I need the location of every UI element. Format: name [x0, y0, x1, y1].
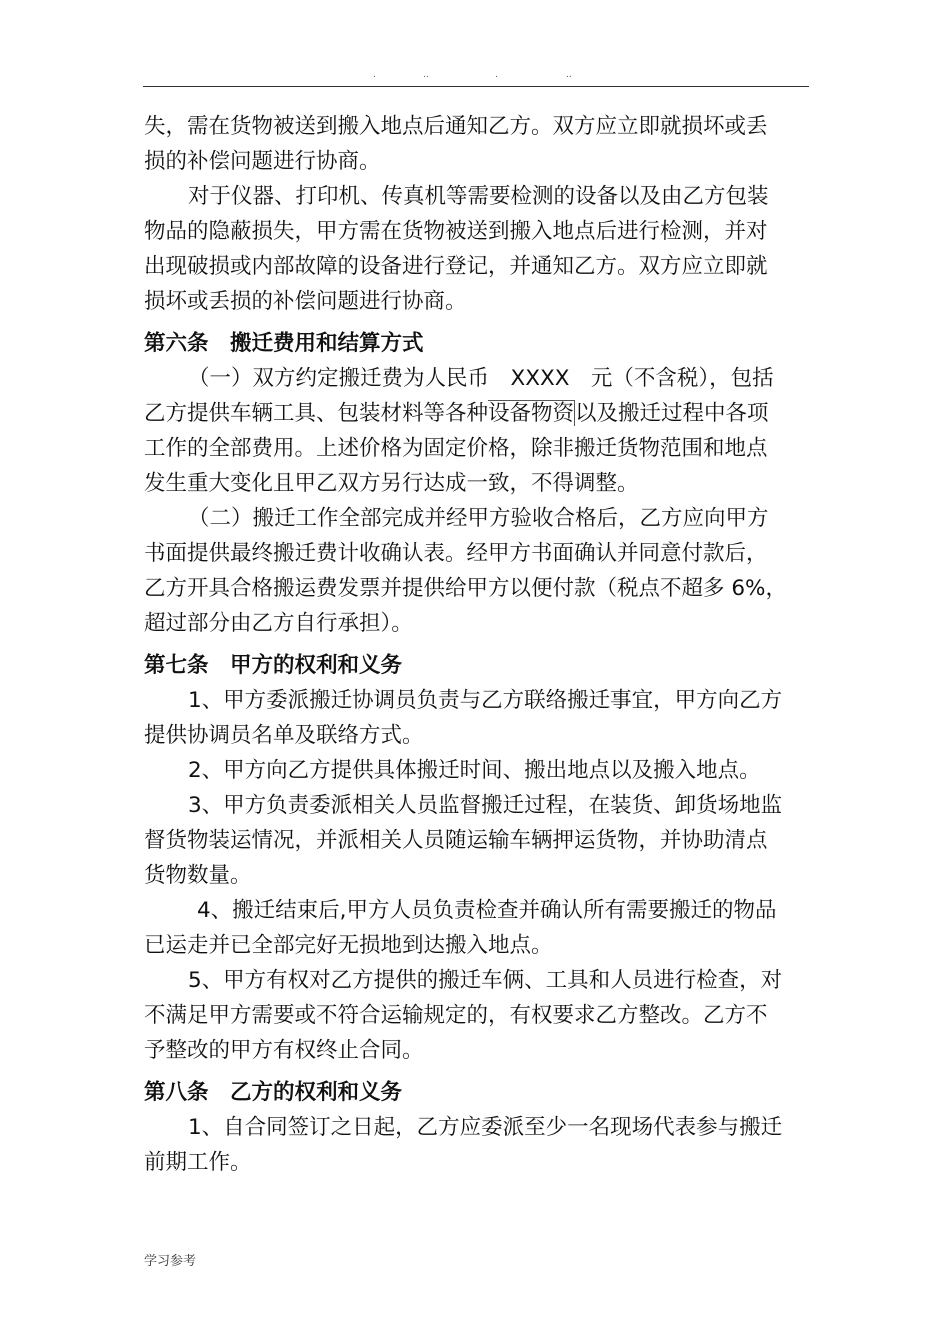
marked-text: 设备物资 — [488, 401, 575, 426]
paragraph-line: 损的补偿问题进行协商。 — [144, 149, 381, 174]
section-heading-6: 第六条 搬迁费用和结算方式 — [144, 331, 424, 356]
header-marks — [370, 70, 590, 84]
footer-text: 学习参考 — [144, 1254, 197, 1269]
paragraph-line: 书面提供最终搬迁费计收确认表。经甲方书面确认并同意付款后， — [144, 541, 768, 566]
paragraph-line: 提供协调员名单及联络方式。 — [144, 723, 424, 748]
paragraph-line: 前期工作。 — [144, 1150, 252, 1175]
header-mark: .. — [566, 70, 572, 80]
paragraph-line: 3、甲方负责委派相关人员监督搬迁过程，在装货、卸货场地监 — [188, 793, 783, 818]
paragraph-line: 予整改的甲方有权终止合同。 — [144, 1038, 424, 1063]
text-span: 以及搬迁过程中各项 — [575, 401, 769, 426]
paragraph-line: 货物数量。 — [144, 863, 252, 888]
paragraph-line: 失，需在货物被送到搬入地点后通知乙方。双方应立即就损坏或丢 — [144, 114, 768, 139]
section-heading-7: 第七条 甲方的权利和义务 — [144, 653, 403, 678]
paragraph-line: 出现破损或内部故障的设备进行登记，并通知乙方。双方应立即就 — [144, 254, 768, 279]
paragraph-line: 2、甲方向乙方提供具体搬迁时间、搬出地点以及搬入地点。 — [188, 758, 761, 783]
document-body — [144, 109, 812, 1180]
paragraph-line: 1、甲方委派搬迁协调员负责与乙方联络搬迁事宜，甲方向乙方 — [188, 688, 783, 713]
paragraph-line: 5、甲方有权对乙方提供的搬迁车俩、工具和人员进行检查，对 — [188, 968, 783, 993]
paragraph-line: 1、自合同签订之日起，乙方应委派至少一名现场代表参与搬迁 — [188, 1115, 783, 1140]
paragraph-line: 督货物装运情况，并派相关人员随运输车辆押运货物，并协助清点 — [144, 828, 768, 853]
text-span: 乙方提供车辆工具、包装材料等各种 — [144, 401, 489, 426]
header-mark: . — [373, 70, 376, 80]
paragraph-line: 4、搬迁结束后,甲方人员负责检查并确认所有需要搬迁的物品 — [197, 898, 777, 923]
paragraph-line: 超过部分由乙方自行承担）。 — [144, 611, 413, 636]
header-mark: . — [495, 70, 498, 80]
header-rule — [143, 86, 809, 87]
paragraph-line: 损坏或丢损的补偿问题进行协商。 — [144, 289, 467, 314]
paragraph-line — [144, 396, 812, 431]
section-heading-8: 第八条 乙方的权利和义务 — [144, 1080, 403, 1105]
paragraph-line: 工作的全部费用。上述价格为固定价格，除非搬迁货物范围和地点 — [144, 436, 768, 461]
paragraph-line: （一）双方约定搬迁费为人民币 XXXX 元（不含税），包括 — [188, 366, 774, 391]
paragraph-line: 已运走并已全部完好无损地到达搬入地点。 — [144, 933, 553, 958]
paragraph-line: （二）搬迁工作全部完成并经甲方验收合格后，乙方应向甲方 — [188, 506, 769, 531]
paragraph-line: 乙方开具合格搬运费发票并提供给甲方以便付款（税点不超多 6%， — [144, 576, 787, 601]
paragraph-line: 对于仪器、打印机、传真机等需要检测的设备以及由乙方包装 — [188, 184, 769, 209]
paragraph-line: 不满足甲方需要或不符合运输规定的，有权要求乙方整改。乙方不 — [144, 1003, 768, 1028]
paragraph-line: 物品的隐蔽损失，甲方需在货物被送到搬入地点后进行检测，并对 — [144, 219, 768, 244]
header-mark: .. — [423, 70, 429, 80]
paragraph-line: 发生重大变化且甲乙双方另行达成一致，不得调整。 — [144, 471, 639, 496]
